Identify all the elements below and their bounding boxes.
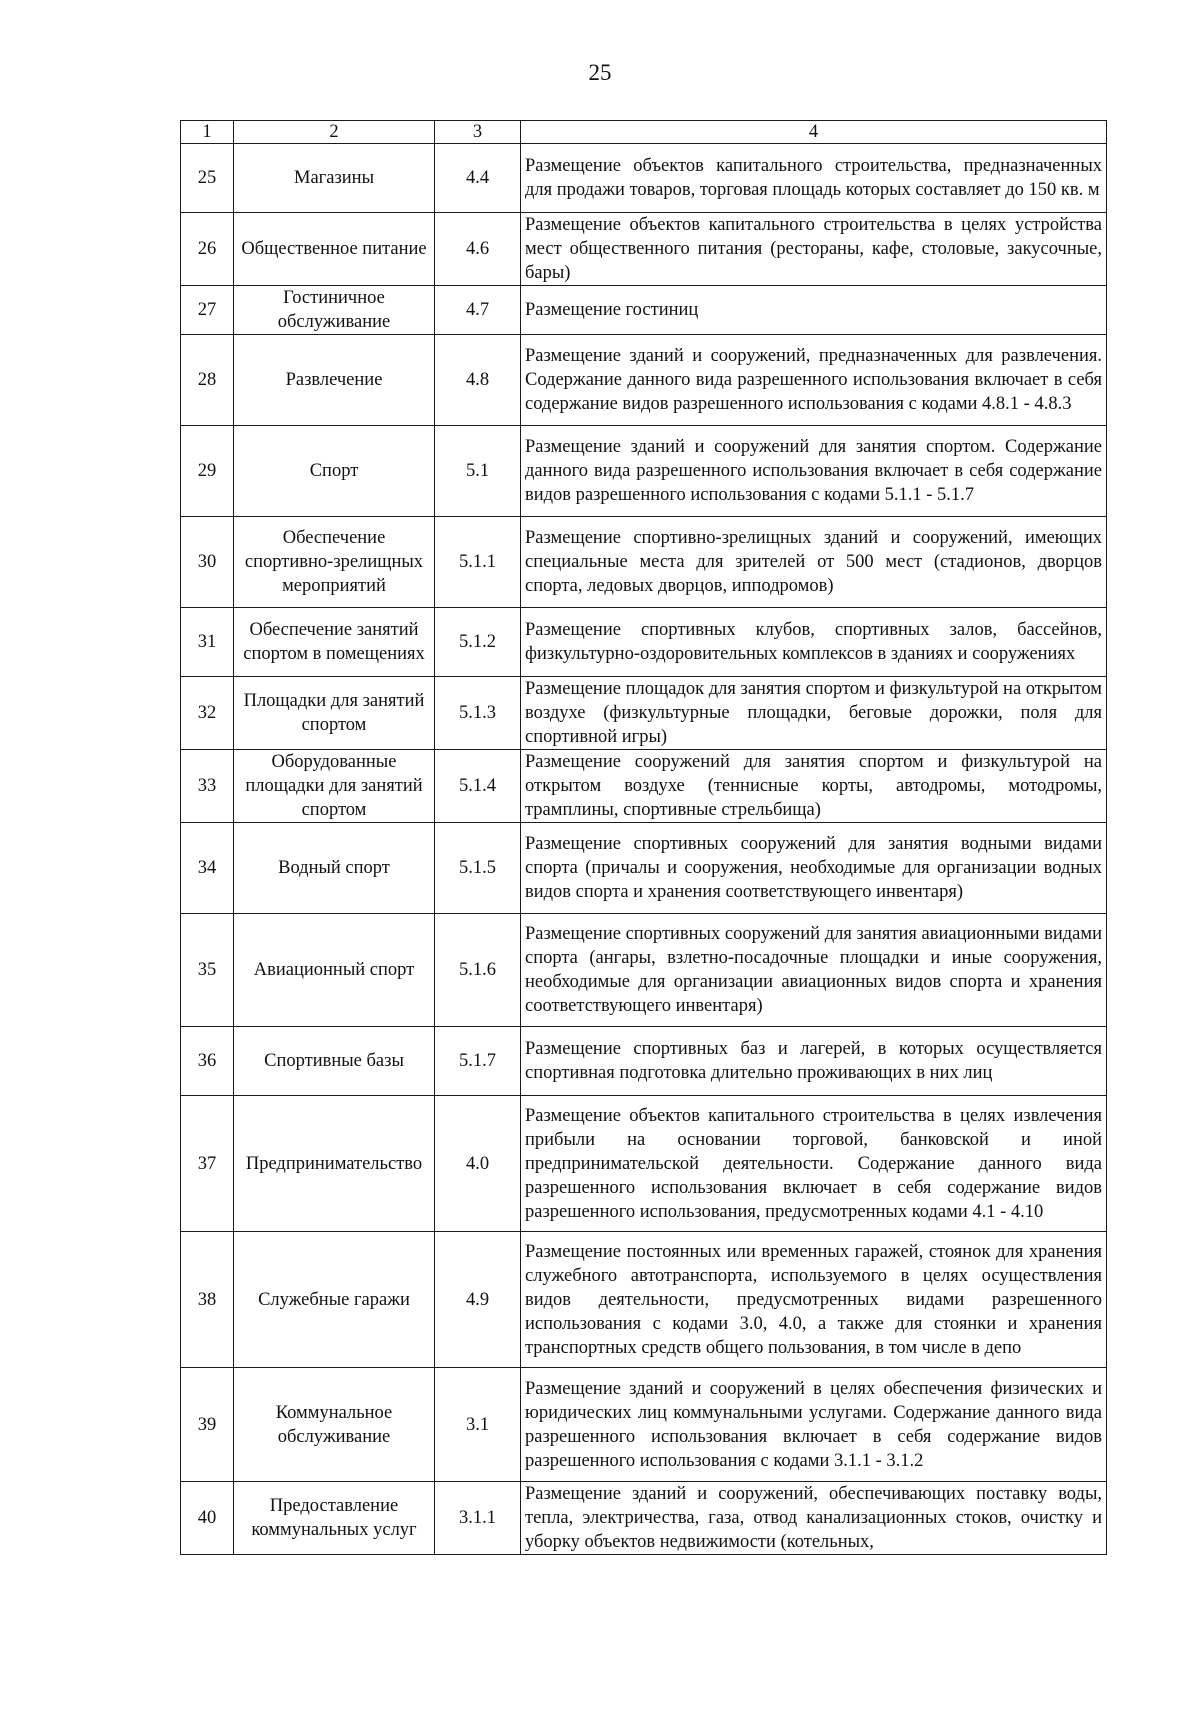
row-number: 27 (181, 286, 234, 335)
use-type-code: 5.1.5 (435, 823, 521, 914)
table-row (181, 914, 1107, 1027)
use-type-description: Размещение зданий и сооружений для занятия спортом. Содержание данного вида разрешенного использования включает в себя содержание видов разрешенного использования с кодами 5.1.1 - 5.1.7 (521, 426, 1107, 517)
use-type-description: Размещение объектов капитального строительства в целях устройства мест общественного питания (рестораны, кафе, столовые, закусочные, бары) (521, 213, 1107, 286)
table-row (181, 213, 1107, 286)
column-header: 2 (234, 121, 435, 144)
use-type-code: 5.1.3 (435, 677, 521, 750)
row-number: 26 (181, 213, 234, 286)
table-row (181, 286, 1107, 335)
use-type-description: Размещение спортивных баз и лагерей, в которых осуществляется спортивная подготовка длительно проживающих в них лиц (521, 1027, 1107, 1096)
row-number: 31 (181, 608, 234, 677)
table-row (181, 426, 1107, 517)
use-type-name: Развлечение (234, 335, 435, 426)
row-number: 40 (181, 1482, 234, 1555)
page-number: 25 (588, 60, 612, 85)
use-type-description: Размещение спортивных сооружений для занятия водными видами спорта (причалы и сооружения, необходимые для организации водных видов спорта и хранения соответствующего инвентаря) (521, 823, 1107, 914)
use-type-name: Гостиничное обслуживание (234, 286, 435, 335)
row-number: 28 (181, 335, 234, 426)
row-number: 25 (181, 144, 234, 213)
column-header: 3 (435, 121, 521, 144)
table-row (181, 677, 1107, 750)
row-number: 34 (181, 823, 234, 914)
row-number: 35 (181, 914, 234, 1027)
row-number: 39 (181, 1368, 234, 1482)
use-type-name: Оборудованные площадки для занятий спортом (234, 750, 435, 823)
use-type-name: Магазины (234, 144, 435, 213)
use-type-description: Размещение зданий и сооружений в целях обеспечения физических и юридических лиц коммунальными услугами. Содержание данного вида разрешенного использования включает в себя содержание видов разрешенного использования с кодами 3.1.1 - 3.1.2 (521, 1368, 1107, 1482)
use-type-name: Предоставление коммунальных услуг (234, 1482, 435, 1555)
use-type-code: 5.1.1 (435, 517, 521, 608)
use-type-code: 5.1.7 (435, 1027, 521, 1096)
use-type-description: Размещение зданий и сооружений, обеспечивающих поставку воды, тепла, электричества, газа, отвод канализационных стоков, очистку и уборку объектов недвижимости (котельных, (521, 1482, 1107, 1555)
use-type-description: Размещение спортивных сооружений для занятия авиационными видами спорта (ангары, взлетно-посадочные площадки и иные сооружения, необходимые для организации авиационных видов спорта и хранения соответствующего инвентаря) (521, 914, 1107, 1027)
use-type-name: Обеспечение занятий спортом в помещениях (234, 608, 435, 677)
use-type-name: Спортивные базы (234, 1027, 435, 1096)
use-type-code: 4.7 (435, 286, 521, 335)
table-row (181, 335, 1107, 426)
use-type-code: 5.1.6 (435, 914, 521, 1027)
use-type-description: Размещение площадок для занятия спортом и физкультурой на открытом воздухе (физкультурные площадки, беговые дорожки, поля для спортивной игры) (521, 677, 1107, 750)
use-type-name: Спорт (234, 426, 435, 517)
use-type-code: 4.0 (435, 1096, 521, 1232)
table-row (181, 1368, 1107, 1482)
table-row (181, 823, 1107, 914)
use-type-name: Коммунальное обслуживание (234, 1368, 435, 1482)
use-type-description: Размещение гостиниц (521, 286, 1107, 335)
table-row (181, 608, 1107, 677)
use-type-description: Размещение спортивно-зрелищных зданий и сооружений, имеющих специальные места для зрителей от 500 мест (стадионов, дворцов спорта, ледовых дворцов, ипподромов) (521, 517, 1107, 608)
column-header: 1 (181, 121, 234, 144)
use-type-name: Обеспечение спортивно-зрелищных мероприятий (234, 517, 435, 608)
use-type-code: 5.1.4 (435, 750, 521, 823)
use-type-code: 5.1 (435, 426, 521, 517)
use-type-description: Размещение зданий и сооружений, предназначенных для развлечения. Содержание данного вида разрешенного использования включает в себя содержание видов разрешенного использования с кодами 4.8.1 - 4.8.3 (521, 335, 1107, 426)
use-type-name: Площадки для занятий спортом (234, 677, 435, 750)
use-type-name: Водный спорт (234, 823, 435, 914)
table-row (181, 1027, 1107, 1096)
row-number: 36 (181, 1027, 234, 1096)
row-number: 38 (181, 1232, 234, 1368)
table-row (181, 750, 1107, 823)
row-number: 33 (181, 750, 234, 823)
use-type-code: 4.4 (435, 144, 521, 213)
row-number: 37 (181, 1096, 234, 1232)
use-type-name: Предпринимательство (234, 1096, 435, 1232)
row-number: 30 (181, 517, 234, 608)
use-type-code: 4.6 (435, 213, 521, 286)
land-use-table (180, 120, 1107, 1555)
use-type-name: Авиационный спорт (234, 914, 435, 1027)
use-type-code: 4.9 (435, 1232, 521, 1368)
use-type-description: Размещение спортивных клубов, спортивных залов, бассейнов, физкультурно-оздоровительных комплексов в зданиях и сооружениях (521, 608, 1107, 677)
table-row (181, 517, 1107, 608)
use-type-code: 3.1 (435, 1368, 521, 1482)
use-type-code: 4.8 (435, 335, 521, 426)
column-header: 4 (521, 121, 1107, 144)
use-type-description: Размещение объектов капитального строительства в целях извлечения прибыли на основании торговой, банковской и иной предпринимательской деятельности. Содержание данного вида разрешенного использования включает в себя содержание видов разрешенного использования, предусмотренных кодами 4.1 - 4.10 (521, 1096, 1107, 1232)
table-body (181, 144, 1107, 1555)
use-type-description: Размещение сооружений для занятия спортом и физкультурой на открытом воздухе (теннисные корты, автодромы, мотодромы, трамплины, спортивные стрельбища) (521, 750, 1107, 823)
use-type-name: Общественное питание (234, 213, 435, 286)
row-number: 29 (181, 426, 234, 517)
table-row (181, 144, 1107, 213)
use-type-name: Служебные гаражи (234, 1232, 435, 1368)
use-type-code: 3.1.1 (435, 1482, 521, 1555)
row-number: 32 (181, 677, 234, 750)
use-type-description: Размещение объектов капитального строительства, предназначенных для продажи товаров, торговая площадь которых составляет до 150 кв. м (521, 144, 1107, 213)
table-row (181, 1232, 1107, 1368)
table-row (181, 1096, 1107, 1232)
use-type-description: Размещение постоянных или временных гаражей, стоянок для хранения служебного автотранспорта, используемого в целях осуществления видов деятельности, предусмотренных видами разрешенного использования с кодами 3.0, 4.0, а также для стоянки и хранения транспортных средств общего пользования, в том числе в депо (521, 1232, 1107, 1368)
table-header-row (181, 121, 1107, 144)
table-row (181, 1482, 1107, 1555)
use-type-code: 5.1.2 (435, 608, 521, 677)
